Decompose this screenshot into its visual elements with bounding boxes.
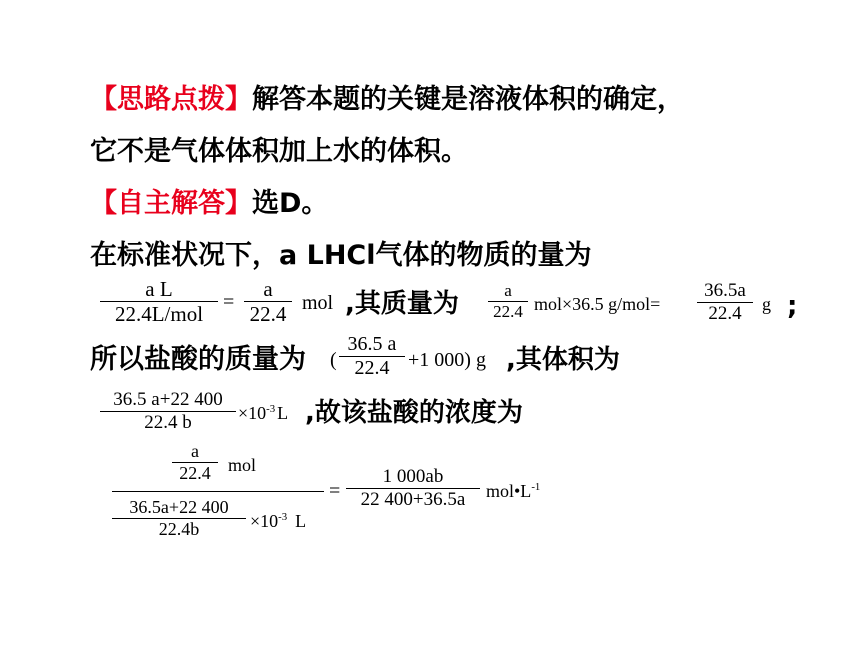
eq1-fraction-3: [488, 281, 528, 321]
eq1-frac2-numerator: a: [263, 277, 273, 301]
eq2-fraction: [339, 333, 405, 380]
answer-line: [90, 190, 328, 217]
eq4-lower-multiplier: [250, 512, 306, 530]
eq4-result-exponent: -1: [531, 481, 541, 493]
eq3-tail: ,故该盐酸的浓度为: [305, 398, 523, 428]
eq2-frac-denominator: 22.4: [354, 357, 390, 379]
eq4-result-numerator: 1 000ab: [382, 466, 444, 487]
eq4-inner-unit: mol: [228, 455, 257, 475]
eq3-exponent: -3: [266, 403, 276, 415]
eq1-frac1-denominator: 22.4L/mol: [114, 302, 204, 327]
eq4-result-unit: [486, 482, 540, 500]
eq1-fraction-4: [697, 280, 753, 325]
eq4-lower-unit: L: [295, 511, 307, 531]
eq1-frac3-denominator: 22.4: [493, 301, 523, 321]
solution-intro: [90, 242, 592, 269]
eq4-lower-numerator: 36.5a+22 400: [129, 497, 229, 517]
hint-tag: 【思路点拨】: [90, 84, 252, 115]
eq4-inner-fraction: [172, 441, 218, 483]
eq4-main-fraction-bar: [112, 491, 324, 492]
hint-text: 解答本题的关键是溶液体积的确定，: [252, 84, 684, 115]
eq2-lead: 所以盐酸的质量为: [90, 344, 306, 375]
eq1-unit-2: g: [762, 294, 771, 314]
answer-text: 选D。: [252, 188, 329, 219]
eq3-fraction: [100, 389, 236, 434]
eq3-frac-numerator: 36.5 a+22 400: [113, 389, 223, 410]
eq3-unit: L: [277, 403, 289, 423]
hint-text-2: 它不是气体体积加上水的体积。: [90, 136, 468, 167]
hint-line-2: [90, 138, 468, 165]
eq4-lower-denominator: 22.4b: [158, 518, 200, 539]
eq2-rest: +1 000) g: [408, 349, 486, 371]
eq4-lower-fraction: [112, 497, 246, 539]
eq1-fraction-2: [244, 277, 292, 326]
eq1-multiplier: mol×36.5 g/mol=: [534, 294, 661, 314]
hint-line: [90, 86, 684, 113]
eq1-unit: mol: [302, 292, 334, 314]
eq1-frac4-numerator: 36.5a: [704, 280, 746, 301]
eq4-inner-numerator: a: [191, 441, 199, 461]
eq4-lower-mult-text: ×10: [250, 511, 279, 531]
eq3-mult-text: ×10: [238, 403, 267, 423]
answer-tag: 【自主解答】: [90, 188, 252, 219]
solution-intro-text: 在标准状况下，a LHCl气体的物质的量为: [90, 240, 592, 271]
eq1-semicolon: ;: [787, 291, 798, 321]
eq1-frac2-denominator: 22.4: [249, 302, 287, 327]
eq1-frac1-numerator: a L: [145, 277, 173, 301]
eq2-open-paren: (: [330, 349, 337, 371]
eq4-equals: =: [329, 480, 341, 502]
eq2-frac-numerator: 36.5 a: [347, 333, 397, 355]
eq4-lower-exponent: -3: [278, 511, 288, 523]
eq4-result-fraction: [346, 466, 480, 511]
eq1-frac4-denominator: 22.4: [708, 302, 742, 324]
eq1-frac3-numerator: a: [504, 281, 512, 300]
eq3-multiplier: [238, 404, 288, 422]
eq4-result-denominator: 22 400+36.5a: [360, 488, 466, 510]
eq4-result-unit-text: mol•L: [486, 481, 532, 501]
eq2-tail: ,其体积为: [506, 345, 620, 375]
eq1-equals: =: [223, 291, 235, 313]
eq1-mid-text: ,其质量为: [345, 289, 459, 319]
eq3-frac-denominator: 22.4 b: [144, 411, 192, 433]
eq4-inner-denominator: 22.4: [179, 462, 211, 483]
eq1-fraction-1: [100, 277, 218, 326]
